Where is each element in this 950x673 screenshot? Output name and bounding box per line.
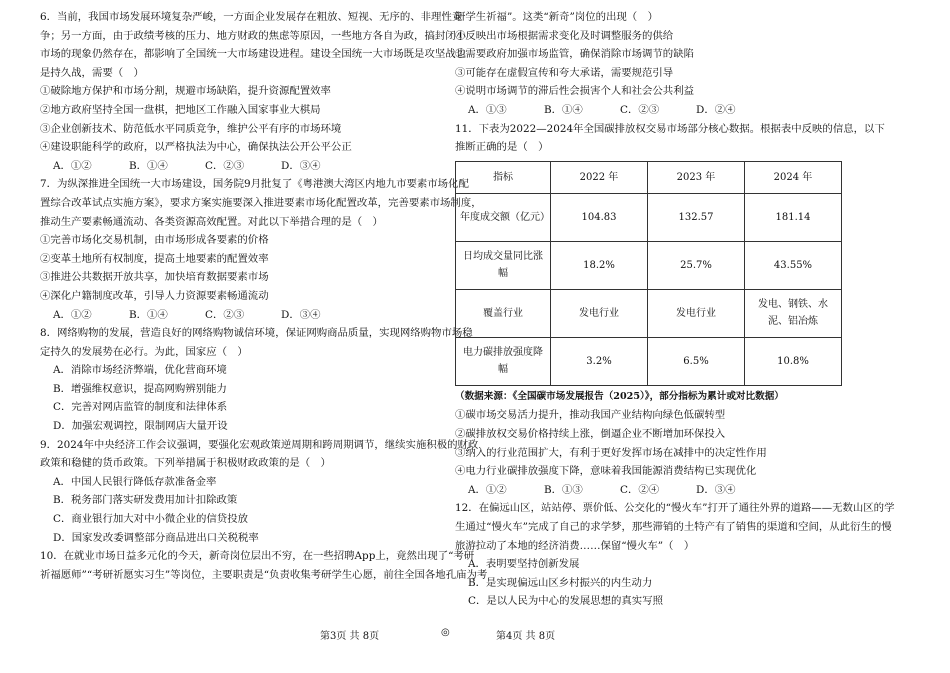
table-header-cell: 指标 <box>456 161 551 193</box>
q6-item: ①破除地方保护和市场分割，规避市场缺陷，提升资源配置效率 <box>40 85 331 98</box>
question-8 <box>40 324 480 436</box>
q11-options <box>455 481 915 500</box>
q8-stem-line: 8．网络购物的发展，营造良好的网络购物诚信环境，保证网购商品质量，实现网络购物市场稳 <box>40 327 473 340</box>
q7-stem-line: 7．为纵深推进全国统一大市场建设，国务院9月批复了《粤港澳大湾区内地九市要素市场化配 <box>40 178 469 191</box>
question-9 <box>40 436 480 548</box>
q6-option-a: A．①② <box>53 159 92 172</box>
q7-option-a: A．①② <box>53 308 92 321</box>
q9-stem-line: 9．2024年中央经济工作会议强调，要强化宏观政策逆周期和跨周期调节，继续实施积极的财政 <box>40 438 479 451</box>
table-cell: 日均成交量同比涨幅 <box>456 241 551 289</box>
table-source-note: （数据来源：《全国碳市场发展报告（2025）》，部分指标为累计或对比数据） <box>455 390 784 402</box>
table-cell: 年度成交额（亿元） <box>456 193 551 241</box>
question-12 <box>455 499 915 611</box>
table-cell: 3.2% <box>551 337 648 385</box>
q10-option-d: D．②④ <box>696 103 736 116</box>
q11-option-c: C．②④ <box>620 483 660 496</box>
left-page-number: 第3页 共 8页 <box>320 631 380 642</box>
footer-circle-symbol: ◎ <box>441 627 450 638</box>
q9-choice-d: D．国家发改委调整部分商品进出口关税税率 <box>53 531 259 544</box>
q10-stem-line: 10．在就业市场日益多元化的今天，新奇岗位层出不穷，在一些招聘App上，竟然出现了“考研 <box>40 550 475 563</box>
table-header-cell: 2022 年 <box>551 161 648 193</box>
q11-item: ②碳排放权交易价格持续上涨，倒逼企业不断增加环保投入 <box>455 427 726 440</box>
table-cell: 104.83 <box>551 193 648 241</box>
q11-stem-line: 11．下表为2022—2024年全国碳排放权交易市场部分核心数据。根据表中反映的信息，以下 <box>455 122 885 135</box>
q11-option-d: D．③④ <box>696 483 736 496</box>
q9-choice-c: C．商业银行加大对中小微企业的信贷投放 <box>53 513 248 526</box>
q9-choice-b: B．税务部门落实研发费用加计扣除政策 <box>53 494 238 507</box>
question-11 <box>455 120 915 500</box>
table-cell: 发电行业 <box>551 289 648 337</box>
q12-stem-line: 旅游拉动了本地的经济消费……保留“慢火车”（ ） <box>455 539 695 552</box>
table-header-cell: 2024 年 <box>745 161 842 193</box>
table-cell: 6.5% <box>648 337 745 385</box>
q6-stem-line: 市场的现象仍然存在，都影响了全国统一大市场建设进程。建设全国统一大市场既是攻坚战也 <box>40 48 467 61</box>
q10-item: ②需要政府加强市场监管，确保消除市场调节的缺陷 <box>455 48 694 61</box>
q10-stem-line: 祈福愿师”“考研祈愿实习生”等岗位，主要职责是“负责收集考研学生心愿，前往全国各地孔庙为考 <box>40 568 488 581</box>
table-cell: 发电、钢铁、水泥、铝冶炼 <box>745 289 842 337</box>
q9-choice-a: A．中国人民银行降低存款准备金率 <box>53 475 217 488</box>
q6-option-c: C．②③ <box>205 159 245 172</box>
q8-stem-line: 定持久的发展势在必行。为此，国家应（ ） <box>40 345 248 358</box>
table-header-cell: 2023 年 <box>648 161 745 193</box>
q7-item: ④深化户籍制度改革，引导人力资源要素畅通流动 <box>40 289 269 302</box>
q7-option-c: C．②③ <box>205 308 245 321</box>
q7-stem-line: 推动生产要素畅通流动、各类资源高效配置。对此以下举措合理的是（ ） <box>40 215 383 228</box>
question-7 <box>40 175 480 324</box>
q7-option-d: D．③④ <box>281 308 321 321</box>
q7-stem-line: 置综合改革试点实施方案》，要求方案实施要深入推进要素市场化配置改革，完善要素市场制度， <box>40 196 482 209</box>
table-row <box>456 241 842 289</box>
q6-item: ③企业创新技术、防范低水平同质竞争，维护公平有序的市场环境 <box>40 122 342 135</box>
q10-option-b: B．①④ <box>544 103 583 116</box>
q9-stem-line: 政策和稳健的货币政策。下列举措属于积极财政政策的是（ ） <box>40 457 331 470</box>
right-page-number: 第4页 共 8页 <box>496 631 556 642</box>
q11-item: ③纳入的行业范围扩大，有利于更好发挥市场在减排中的决定性作用 <box>455 446 767 459</box>
question-10-start <box>40 547 488 584</box>
q11-option-a: A．①② <box>468 483 507 496</box>
table-cell: 181.14 <box>745 193 842 241</box>
q6-stem-line: 争；另一方面，由于政绩考核的压力、地方财政的焦虑等原因，一些地方各自为政，搞封闭小 <box>40 29 467 42</box>
question-6 <box>40 8 480 175</box>
q12-choice-b: B．是实现偏远山区乡村振兴的内生动力 <box>468 576 653 589</box>
right-column <box>455 8 915 611</box>
q10-item: ③可能存在虚假宣传和夸大承诺，需要规范引导 <box>455 66 674 79</box>
table-row <box>456 193 842 241</box>
q7-option-b: B．①④ <box>129 308 168 321</box>
q6-stem-line: 是持久战，需要（ ） <box>40 66 144 79</box>
question-10-continued <box>455 8 915 120</box>
q11-item: ①碳市场交易活力提升，推动我国产业结构向绿色低碳转型 <box>455 409 726 422</box>
q6-option-b: B．①④ <box>129 159 168 172</box>
table-cell: 25.7% <box>648 241 745 289</box>
q7-options <box>40 306 480 325</box>
q7-item: ①完善市场化交易机制，由市场形成各要素的价格 <box>40 234 269 247</box>
q7-item: ③推进公共数据开放共享，加快培育数据要素市场 <box>40 271 269 284</box>
q6-options <box>40 157 480 176</box>
q10-item: ①反映出市场根据需求变化及时调整服务的供给 <box>455 29 674 42</box>
q8-choice-a: A．消除市场经济弊端，优化营商环境 <box>53 364 227 377</box>
table-cell: 电力碳排放强度降幅 <box>456 337 551 385</box>
q6-option-d: D．③④ <box>281 159 321 172</box>
table-header-row <box>456 161 842 193</box>
q8-choice-b: B．增强维权意识，提高网购辨别能力 <box>53 382 227 395</box>
q7-item: ②变革土地所有权制度，提高土地要素的配置效率 <box>40 252 269 265</box>
q10-option-c: C．②③ <box>620 103 660 116</box>
q6-item: ②地方政府坚持全国一盘棋，把地区工作融入国家事业大棋局 <box>40 103 321 116</box>
q12-stem-line: 12．在偏远山区，站站停、票价低、公交化的“慢火车”打开了通往外界的道路——无数山区的学 <box>455 502 895 515</box>
q12-choice-c: C．是以人民为中心的发展思想的真实写照 <box>468 595 663 608</box>
q6-stem-line: 6．当前，我国市场发展环境复杂严峻，一方面企业发展存在粗放、短视、无序的、非理性竞 <box>40 11 463 23</box>
carbon-market-table <box>455 161 842 386</box>
q8-choice-c: C．完善对网店监管的制度和法律体系 <box>53 401 228 414</box>
q11-stem-line: 推断正确的是（ ） <box>455 141 549 154</box>
table-row <box>456 289 842 337</box>
table-cell: 43.55% <box>745 241 842 289</box>
q11-item: ④电力行业碳排放强度下降，意味着我国能源消费结构已实现优化 <box>455 465 757 478</box>
q11-option-b: B．①③ <box>544 483 583 496</box>
table-cell: 覆盖行业 <box>456 289 551 337</box>
table-cell: 18.2% <box>551 241 648 289</box>
q10-option-a: A．①③ <box>468 103 507 116</box>
table-cell: 发电行业 <box>648 289 745 337</box>
table-cell: 10.8% <box>745 337 842 385</box>
table-row <box>456 337 842 385</box>
table-cell: 132.57 <box>648 193 745 241</box>
q12-choice-a: A．表明要坚持创新发展 <box>468 558 580 571</box>
q10-stem-line: 研学生祈福”。这类“新奇”岗位的出现（ ） <box>455 11 658 23</box>
q10-item: ④说明市场调节的滞后性会损害个人和社会公共利益 <box>455 85 694 98</box>
q6-item: ④建设职能科学的政府，以严格执法为中心，确保执法公开公平公正 <box>40 141 352 154</box>
q8-choice-d: D．加强宏观调控，限制网店大量开设 <box>53 420 228 433</box>
q10-options <box>455 101 915 120</box>
q12-stem-line: 生通过“慢火车”完成了自己的求学梦，那些滞销的土特产有了销售的渠道和空间，从此衍生的慢 <box>455 520 892 533</box>
